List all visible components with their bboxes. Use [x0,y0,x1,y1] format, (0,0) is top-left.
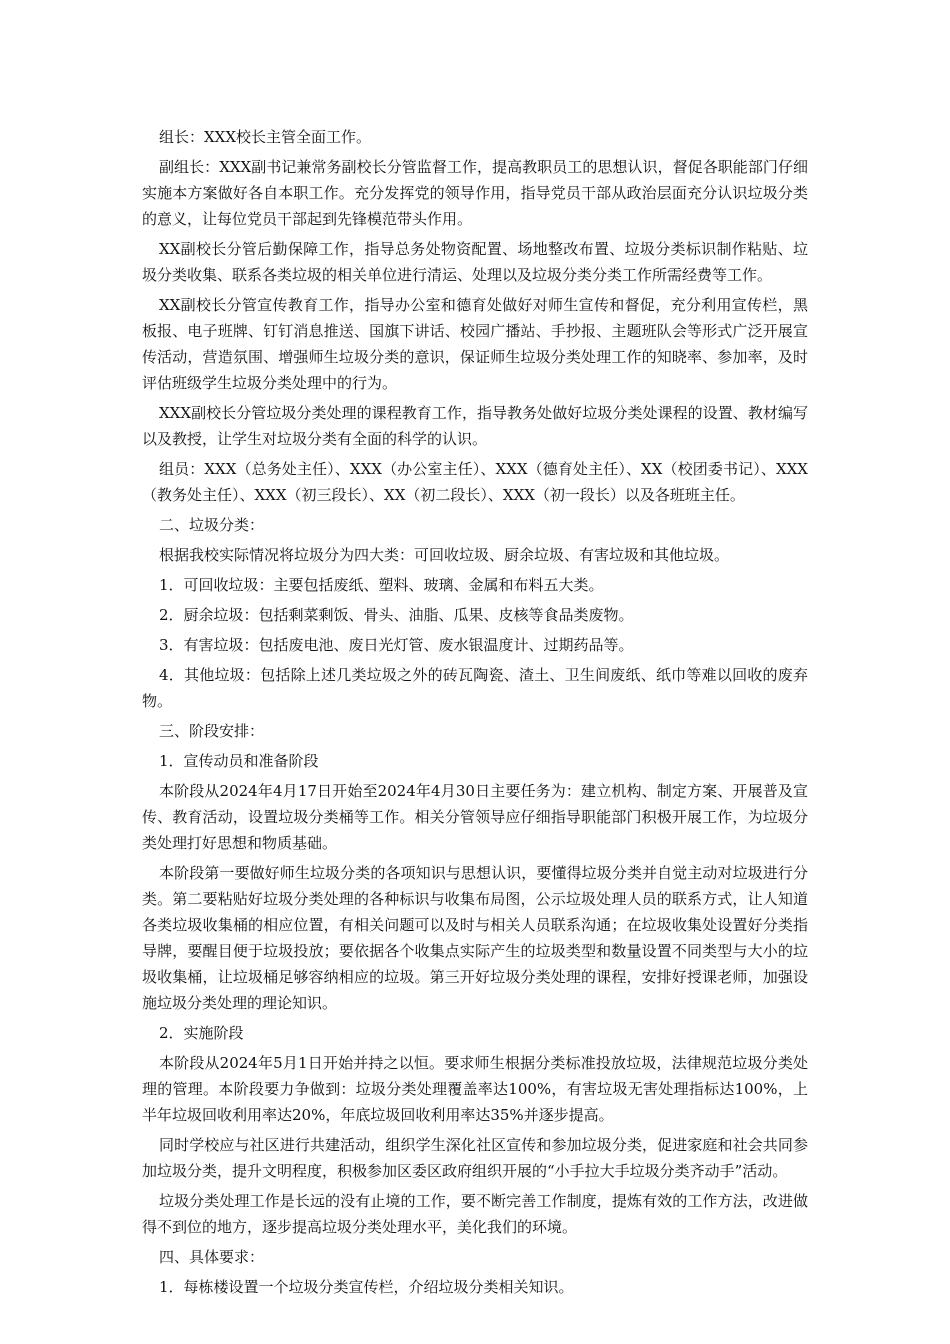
paragraph-team-leader: 组长：XXX校长主管全面工作。 [159,128,372,146]
heading-requirements: 四、具体要求： [159,1248,265,1266]
paragraph-implementation-targets: 本阶段从2024年5月1日开始并持之以恒。要求师生根据分类标准投放垃圾，法律规范垃圾分类处理的管理。本阶段要力争做到：垃圾分类处理覆盖率达100%，有害垃圾无害处理指标达100%，上半年垃圾回收利用率达20%，年底垃圾回收利用率达35%并逐步提高。 [142,1054,808,1124]
paragraph-deputy-leader: 副组长：XXX副书记兼常务副校长分管监督工作，提高教职员工的思想认识，督促各职能部门仔细实施本方案做好各自本职工作。充分发挥党的领导作用，指导党员干部从政治层面充分认识垃圾分类的意义，让每位党员干部起到先锋模范带头作用。 [142,158,808,228]
list-item-other: 4．其他垃圾：包括除上述几类垃圾之外的砖瓦陶瓷、渣土、卫生间废纸、纸巾等难以回收的废弃物。 [142,666,808,710]
list-item-recyclable: 1．可回收垃圾：主要包括废纸、塑料、玻璃、金属和布料五大类。 [159,576,604,594]
paragraph-community: 同时学校应与社区进行共建活动，组织学生深化社区宣传和参加垃圾分类，促进家庭和社会共同参加垃圾分类，提升文明程度，积极参加区委区政府组织开展的“小手拉大手垃圾分类齐动手”活动。 [142,1136,808,1180]
heading-stage-arrangement: 三、阶段安排： [159,722,265,740]
paragraph-logistics: XX副校长分管后勤保障工作，指导总务处物资配置、场地整改布置、垃圾分类标识制作粘贴、垃圾分类收集、联系各类垃圾的相关单位进行清运、处理以及垃圾分类分类工作所需经费等工作。 [142,240,808,284]
paragraph-members: 组员：XXX（总务处主任）、XXX（办公室主任）、XXX（德育处主任）、XX（校团委书记）、XXX（教务处主任）、XXX（初三段长）、XX（初二段长）、XXX（初一段长）以及各班班主任。 [142,460,808,504]
paragraph-curriculum: XXX副校长分管垃圾分类处理的课程教育工作，指导教务处做好垃圾分类处课程的设置、教材编写以及教授，让学生对垃圾分类有全面的科学的认识。 [142,404,808,448]
paragraph-preparation-dates: 本阶段从2024年4月17日开始至2024年4月30日主要任务为：建立机构、制定方案、开展普及宣传、教育活动，设置垃圾分类桶等工作。相关分管领导应仔细指导职能部门积极开展工作，为垃圾分类处理打好思想和物质基础。 [142,782,808,852]
list-item-kitchen: 2．厨余垃圾：包括剩菜剩饭、骨头、油脂、瓜果、皮核等食品类废物。 [159,606,634,624]
subheading-preparation-stage: 1．宣传动员和准备阶段 [159,752,319,770]
paragraph-four-categories: 根据我校实际情况将垃圾分为四大类：可回收垃圾、厨余垃圾、有害垃圾和其他垃圾。 [159,546,730,564]
paragraph-preparation-tasks: 本阶段第一要做好师生垃圾分类的各项知识与思想认识，要懂得垃圾分类并自觉主动对垃圾进行分类。第二要粘贴好垃圾分类处理的各种标识与收集布局图，公示垃圾处理人员的联系方式，让人知道各类垃圾收集桶的相应位置，有相关问题可以及时与相关人员联系沟通；在垃圾收集处设置好分类指导牌，要醒目便于垃圾投放；要依据各个收集点实际产生的垃圾类型和数量设置不同类型与大小的垃圾收集桶，让垃圾桶足够容纳相应的垃圾。第三开好垃圾分类处理的课程，安排好授课老师，加强设施垃圾分类处理的理论知识。 [142,864,808,1012]
paragraph-long-term: 垃圾分类处理工作是长远的没有止境的工作，要不断完善工作制度，提炼有效的工作方法，改进做得不到位的地方，逐步提高垃圾分类处理水平，美化我们的环境。 [142,1192,808,1236]
document-page [142,124,808,1304]
paragraph-publicity: XX副校长分管宣传教育工作，指导办公室和德育处做好对师生宣传和督促，充分利用宣传栏，黑板报、电子班牌、钉钉消息推送、国旗下讲话、校园广播站、手抄报、主题班队会等形式广泛开展宣传活动，营造氛围、增强师生垃圾分类的意识，保证师生垃圾分类处理工作的知晓率、参加率，及时评估班级学生垃圾分类处理中的行为。 [142,296,808,392]
heading-waste-classification: 二、垃圾分类： [159,516,265,534]
list-item-hazardous: 3．有害垃圾：包括废电池、废日光灯管、废水银温度计、过期药品等。 [159,636,634,654]
list-item-requirement-1: 1．每栋楼设置一个垃圾分类宣传栏，介绍垃圾分类相关知识。 [159,1278,574,1296]
subheading-implementation-stage: 2．实施阶段 [159,1024,244,1042]
